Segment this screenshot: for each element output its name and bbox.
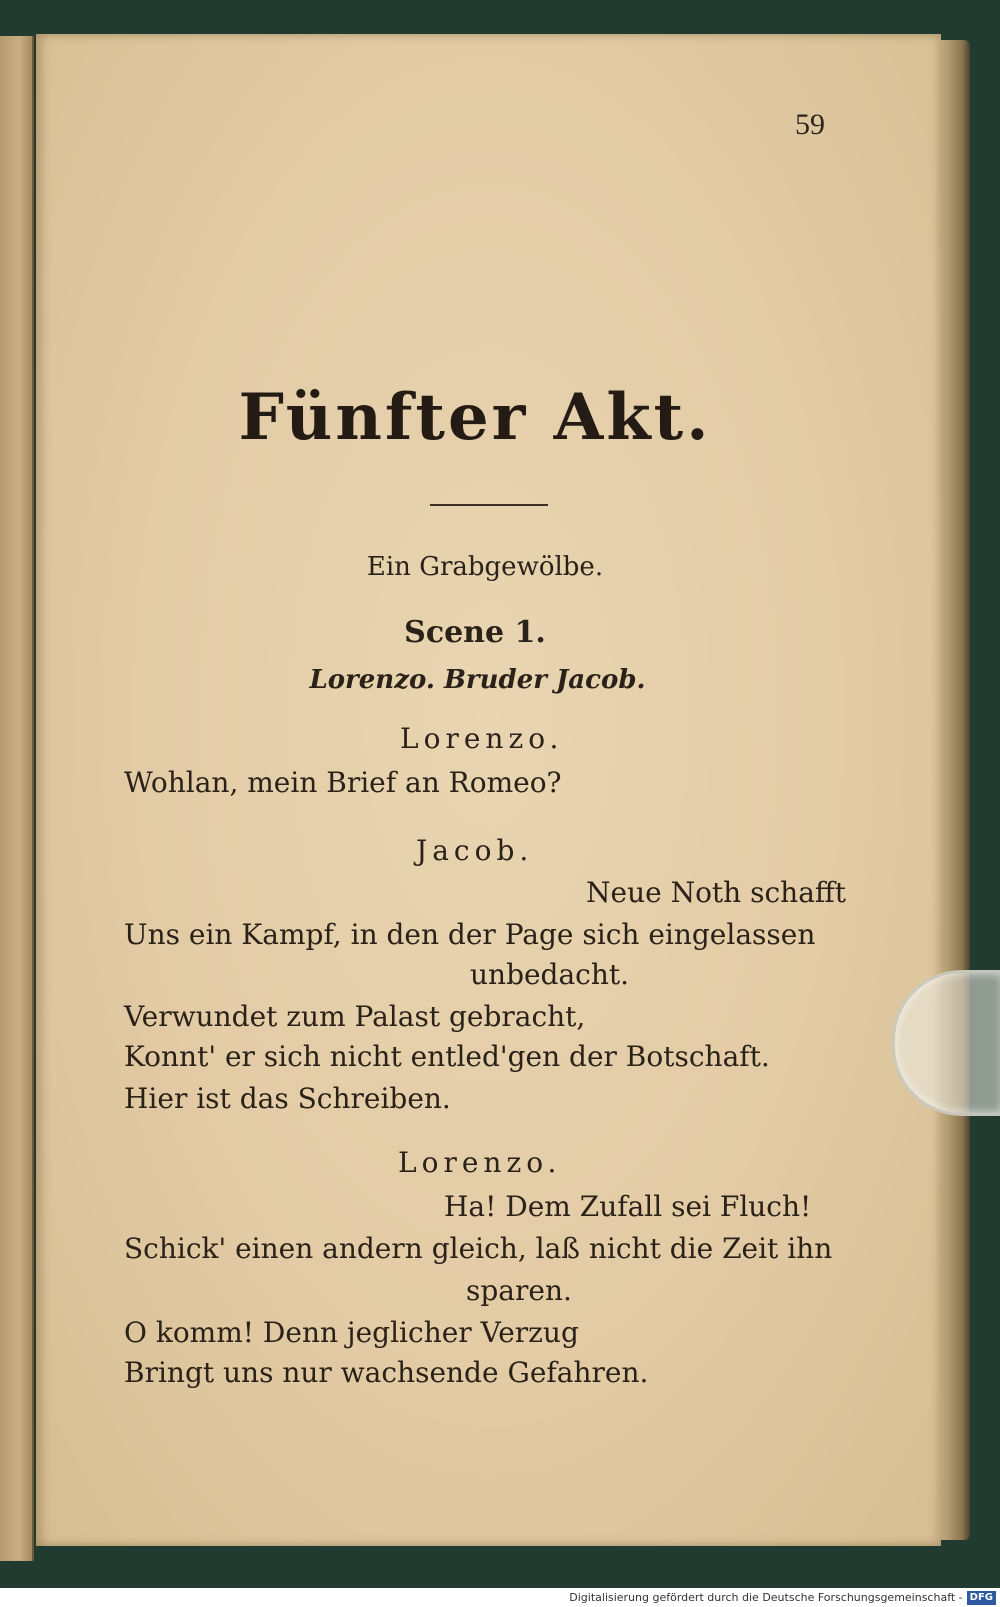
characters-list: Lorenzo. Bruder Jacob. [309, 665, 646, 695]
verse-line: unbedacht. [470, 958, 630, 991]
title-divider [430, 504, 548, 506]
scene-setting: Ein Grabgewölbe. [366, 552, 604, 582]
verse-line: Uns ein Kampf, in den der Page sich eingelassen [124, 918, 816, 951]
verse-line: Schick' einen andern gleich, laß nicht die Zeit ihn [124, 1232, 833, 1265]
verse-line: Verwundet zum Palast gebracht, [124, 1000, 586, 1033]
verse-line: Ha! Dem Zufall sei Fluch! [444, 1190, 812, 1223]
verse-line: Hier ist das Schreiben. [124, 1082, 451, 1115]
verse-line: sparen. [466, 1274, 572, 1307]
dfg-logo: DFG [967, 1591, 996, 1605]
verse-line: Bringt uns nur wachsende Gefahren. [124, 1356, 649, 1389]
verse-line: Neue Noth schafft [586, 876, 847, 909]
footer-credit-bar [0, 1588, 1000, 1607]
speaker-lorenzo: Lorenzo. [398, 1146, 562, 1179]
verse-line: O komm! Denn jeglicher Verzug [124, 1316, 579, 1349]
speaker-jacob: Jacob. [416, 834, 534, 867]
speaker-lorenzo: Lorenzo. [400, 722, 564, 755]
scene-heading: Scene 1. [404, 615, 546, 650]
footer-credit-text: Digitalisierung gefördert durch die Deutsche Forschungsgemeinschaft - [569, 1591, 963, 1604]
previous-page-edge [0, 36, 34, 1561]
verse-line: Konnt' er sich nicht entled'gen der Botschaft. [124, 1040, 770, 1073]
verse-line: Wohlan, mein Brief an Romeo? [124, 766, 562, 799]
page-number: 59 [795, 108, 825, 141]
act-title: Fünfter Akt. [238, 380, 712, 455]
